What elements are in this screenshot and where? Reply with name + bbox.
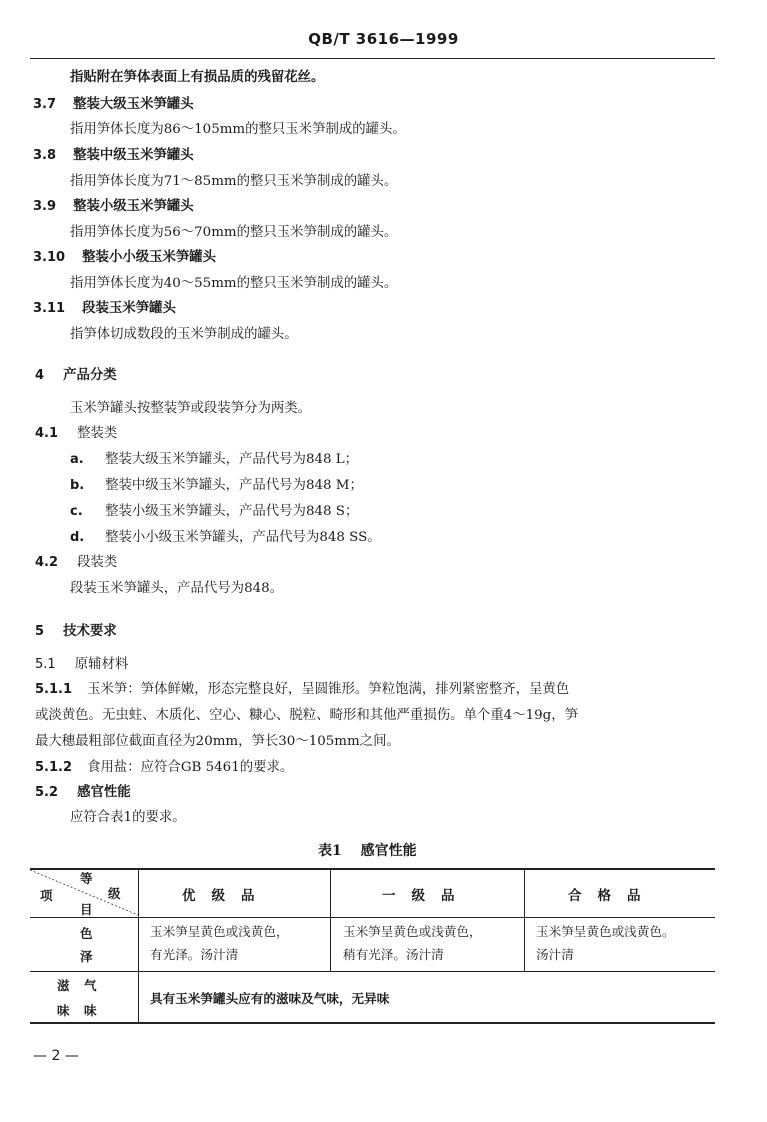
section-3-7 <box>33 93 194 112</box>
column-header-first-grade: 一级品 <box>382 888 471 904</box>
def-3-7-text: 指用笋体长度为86～105mm的整只玉米笋制成的罐头。 <box>70 122 406 137</box>
table-col-rule <box>524 868 525 971</box>
standard-code-header: QB/T 3616—1999 <box>308 30 459 48</box>
section-number: 5.1 <box>35 657 56 672</box>
table-cell-qualified-color <box>536 920 675 966</box>
section-title: 原辅材料 <box>74 657 129 672</box>
section-4-2 <box>35 551 117 570</box>
section-title: 整装大级玉米笋罐头 <box>73 96 194 112</box>
list-text: 整装小级玉米笋罐头，产品代号为848 S； <box>105 504 359 519</box>
cell-line: 有光泽。汤汁清 <box>150 947 239 962</box>
corner-xiang: 项 <box>40 888 53 903</box>
list-item-b <box>70 474 363 493</box>
row-label-se: 色 <box>80 926 93 941</box>
section-title: 整装小级玉米笋罐头 <box>73 198 194 214</box>
def-3-8-text: 指用笋体长度为71～85mm的整只玉米笋制成的罐头。 <box>70 174 398 189</box>
section-number: 3.9 <box>33 199 57 214</box>
paragraph-line: 最大穗最粗部位截面直径为20mm，笋长30～105mm之间。 <box>35 734 400 749</box>
section-number: 3.8 <box>33 148 57 163</box>
section-title: 整装类 <box>77 426 118 441</box>
table-row-rule <box>30 971 715 972</box>
section-4-2-text: 段装玉米笋罐头，产品代号为848。 <box>70 581 284 596</box>
list-label: c. <box>70 504 83 519</box>
section-title: 段装玉米笋罐头 <box>82 300 176 316</box>
section-5-1-2 <box>35 756 293 775</box>
corner-deng: 等 <box>80 871 93 886</box>
section-number: 4.1 <box>35 426 59 441</box>
list-label: a. <box>70 452 84 467</box>
section-text: 食用盐：应符合GB 5461的要求。 <box>87 760 294 775</box>
corner-mu: 目 <box>80 902 93 917</box>
section-number: 5.2 <box>35 785 59 800</box>
row-label-wei-wei: 味 味 <box>57 1003 98 1018</box>
section-3-8 <box>33 144 194 163</box>
list-text: 整装小小级玉米笋罐头，产品代号为848 SS。 <box>105 530 381 545</box>
section-number: 3.7 <box>33 97 57 112</box>
section-5-2 <box>35 781 131 800</box>
table-title: 感官性能 <box>360 843 417 859</box>
section-title: 产品分类 <box>63 367 117 383</box>
list-item-c <box>70 500 358 519</box>
def-3-6-text: 指贴附在笋体表面上有损品质的残留花丝。 <box>70 69 325 85</box>
column-header-qualified: 合格品 <box>568 888 657 904</box>
section-5-1-1 <box>35 678 569 697</box>
corner-ji: 级 <box>108 886 121 901</box>
section-number: 3.10 <box>33 250 66 265</box>
table-header-rule <box>30 917 715 918</box>
list-text: 整装大级玉米笋罐头，产品代号为848 L； <box>105 452 359 467</box>
section-number: 5.1.2 <box>35 760 73 775</box>
section-5 <box>35 620 117 639</box>
list-item-a <box>70 448 358 467</box>
table-col-rule <box>138 868 139 1022</box>
def-3-11-text: 指笋体切成数段的玉米笋制成的罐头。 <box>70 327 298 342</box>
section-5-1 <box>35 653 128 672</box>
section-title: 整装小小级玉米笋罐头 <box>82 249 217 265</box>
section-3-11 <box>33 297 176 316</box>
cell-line: 玉米笋呈黄色或浅黄色。 <box>536 924 675 939</box>
section-3-10 <box>33 246 216 265</box>
row-label-ze: 泽 <box>80 949 93 964</box>
list-label: b. <box>70 478 85 493</box>
list-item-d <box>70 526 381 545</box>
cell-line: 汤汁清 <box>536 947 574 962</box>
header-rule <box>30 58 715 59</box>
section-title: 技术要求 <box>63 623 117 639</box>
row-label-zi-qi: 滋 气 <box>57 978 98 993</box>
section-3-9 <box>33 195 194 214</box>
table-cell-first-color <box>343 920 482 966</box>
def-3-9-text: 指用笋体长度为56～70mm的整只玉米笋制成的罐头。 <box>70 225 398 240</box>
section-number: 4 <box>35 368 45 383</box>
table-caption <box>318 840 417 860</box>
section-number: 3.11 <box>33 301 66 316</box>
section-4 <box>35 364 117 383</box>
table-cell-taste-merged: 具有玉米笋罐头应有的滋味及气味，无异味 <box>150 991 390 1006</box>
cell-line: 稍有光泽。汤汁清 <box>343 947 444 962</box>
section-number: 5 <box>35 624 45 639</box>
table-col-rule <box>330 868 331 971</box>
section-4-1 <box>35 422 117 441</box>
table-number: 表1 <box>318 843 342 859</box>
table-cell-premium-color <box>150 920 289 966</box>
page-number: — 2 — <box>33 1048 79 1064</box>
def-3-10-text: 指用笋体长度为40～55mm的整只玉米笋制成的罐头。 <box>70 276 398 291</box>
paragraph-line: 或淡黄色。无虫蛀、木质化、空心、糠心、脱粒、畸形和其他严重损伤。单个重4～19g，笋 <box>35 708 578 723</box>
section-4-intro: 玉米笋罐头按整装笋或段装笋分为两类。 <box>70 401 312 416</box>
section-5-2-text: 应符合表1的要求。 <box>70 810 186 825</box>
cell-line: 玉米笋呈黄色或浅黄色， <box>150 924 289 939</box>
column-header-premium: 优级品 <box>182 888 271 904</box>
cell-line: 玉米笋呈黄色或浅黄色， <box>343 924 482 939</box>
list-text: 整装中级玉米笋罐头，产品代号为848 M； <box>105 478 363 493</box>
section-title: 整装中级玉米笋罐头 <box>73 147 194 163</box>
section-title: 段装类 <box>77 555 118 570</box>
section-title: 感官性能 <box>77 784 131 800</box>
section-number: 5.1.1 <box>35 682 73 697</box>
paragraph-line: 玉米笋：笋体鲜嫩，形态完整良好，呈圆锥形。笋粒饱满，排列紧密整齐，呈黄色 <box>87 682 570 697</box>
list-label: d. <box>70 530 85 545</box>
table-bottom-rule <box>30 1022 715 1024</box>
section-number: 4.2 <box>35 555 59 570</box>
